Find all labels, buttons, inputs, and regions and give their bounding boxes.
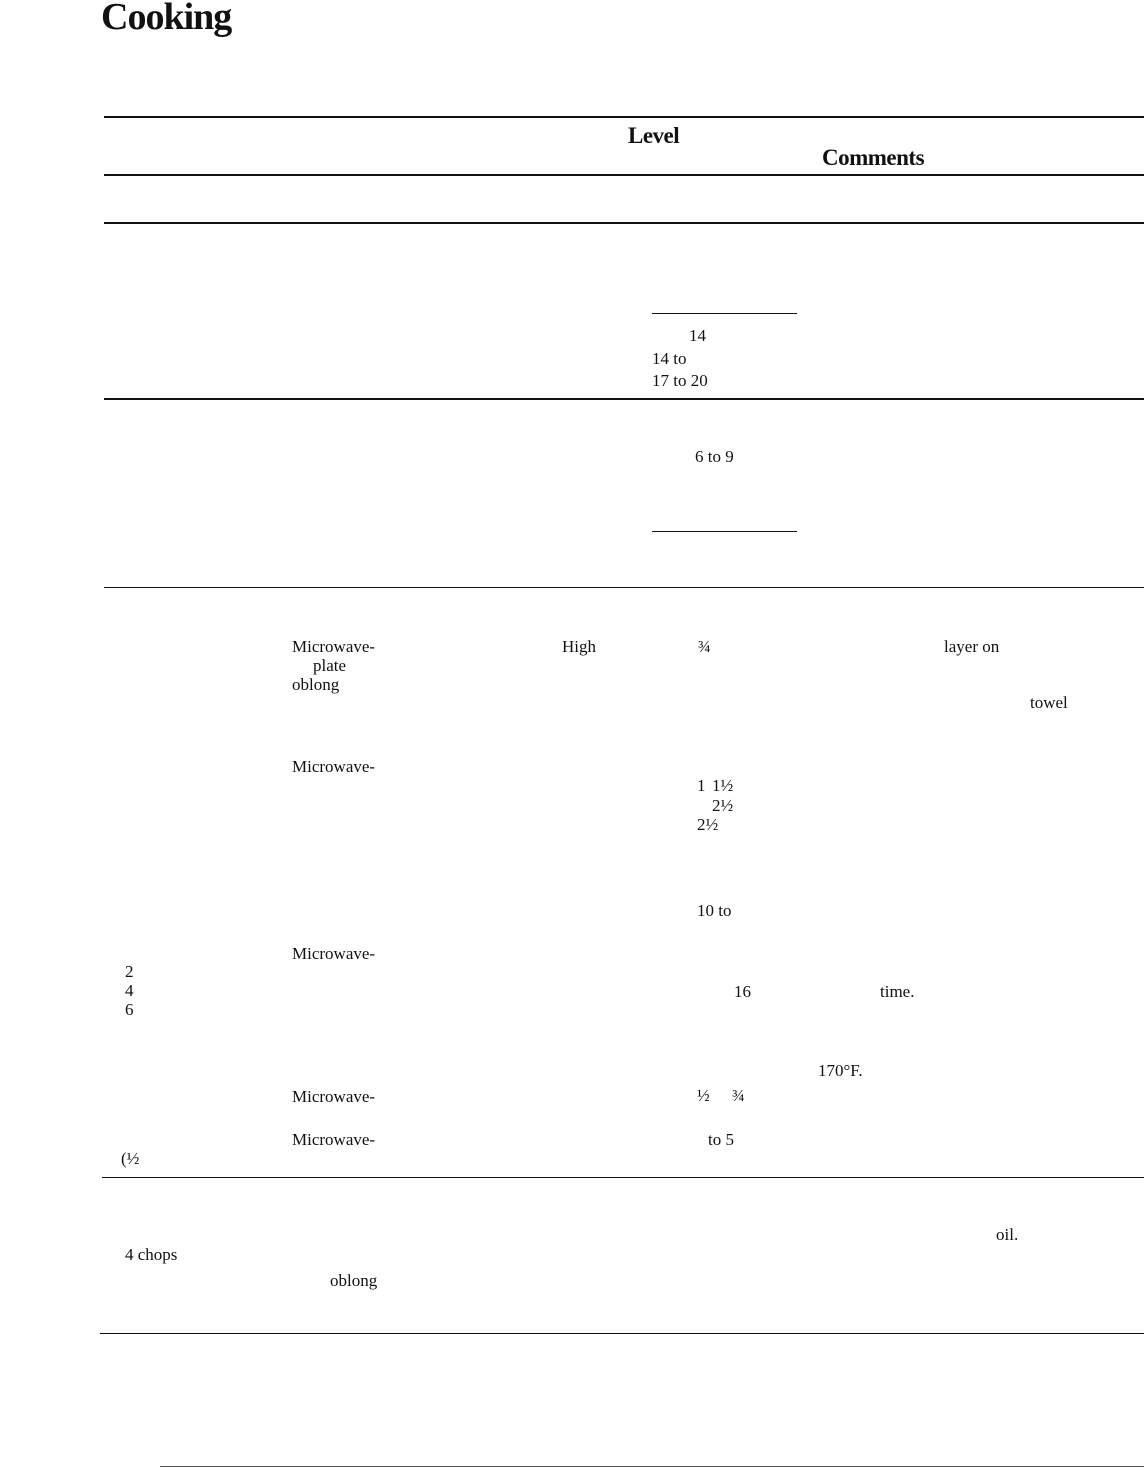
time-value: ¾ bbox=[732, 1086, 745, 1105]
column-header-comments: Comments bbox=[822, 145, 925, 170]
page-title: Cooking bbox=[101, 0, 232, 38]
time-value: 6 to 9 bbox=[695, 447, 734, 466]
amount-text: (½ bbox=[121, 1149, 140, 1168]
amount-text: 4 chops bbox=[125, 1245, 178, 1264]
column-header-level: Level bbox=[628, 123, 680, 148]
container-text: Microwave- bbox=[292, 1087, 376, 1106]
time-value: 2½ bbox=[712, 796, 734, 815]
time-value: 2½ bbox=[697, 815, 719, 834]
comment-text: oil. bbox=[996, 1225, 1019, 1244]
container-text: Microwave- bbox=[292, 944, 376, 963]
container-text: Microwave- bbox=[292, 1130, 376, 1149]
time-value: to 5 bbox=[708, 1130, 734, 1149]
time-value: ¾ bbox=[698, 637, 711, 656]
container-text: oblong bbox=[330, 1271, 378, 1290]
power-level: High bbox=[562, 637, 596, 656]
container-text: oblong bbox=[292, 675, 340, 694]
amount-text: 6 bbox=[125, 1000, 134, 1019]
time-value: 1 bbox=[697, 776, 706, 795]
time-value: 10 to bbox=[697, 901, 732, 920]
amount-text: 4 bbox=[125, 981, 134, 1000]
page-footer-rule bbox=[160, 1466, 1144, 1467]
section-rule bbox=[104, 398, 1144, 400]
comment-text: towel bbox=[1030, 693, 1068, 712]
table-rule-header-bottom bbox=[104, 174, 1144, 176]
sub-rule bbox=[652, 531, 797, 532]
container-text: plate bbox=[313, 656, 347, 675]
table-rule-top bbox=[104, 116, 1144, 118]
time-value: 17 to 20 bbox=[652, 371, 708, 390]
section-rule bbox=[104, 587, 1144, 588]
section-rule bbox=[100, 1333, 1144, 1334]
comment-text: time. bbox=[880, 982, 915, 1001]
time-value: 14 to bbox=[652, 349, 687, 368]
table-rule bbox=[104, 222, 1144, 224]
comment-text: layer on bbox=[944, 637, 1000, 656]
time-value: 14 bbox=[689, 326, 706, 345]
amount-text: 2 bbox=[125, 962, 134, 981]
time-value: ½ bbox=[697, 1086, 710, 1105]
sub-rule bbox=[652, 313, 797, 314]
time-value: 1½ bbox=[712, 776, 734, 795]
container-text: Microwave- bbox=[292, 757, 376, 776]
comment-text: 170°F. bbox=[818, 1061, 863, 1080]
section-rule bbox=[102, 1177, 1144, 1178]
container-text: Microwave- bbox=[292, 637, 376, 656]
time-value: 16 bbox=[734, 982, 751, 1001]
